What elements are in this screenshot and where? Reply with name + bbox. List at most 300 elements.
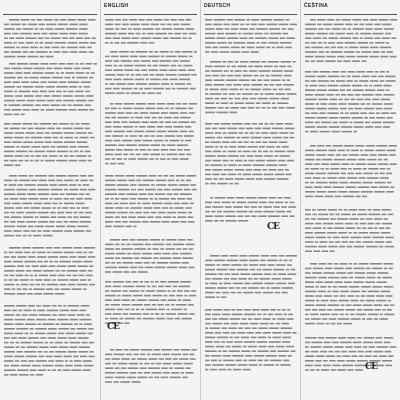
greeked-word — [347, 337, 355, 339]
greeked-word — [31, 19, 35, 21]
greeked-word — [180, 193, 192, 195]
greeked-word — [233, 369, 242, 371]
greeked-word — [130, 184, 137, 186]
greeked-word — [210, 183, 216, 185]
greeked-word — [129, 203, 136, 205]
greeked-word — [283, 84, 294, 86]
greeked-word — [220, 89, 228, 91]
greeked-word — [78, 265, 88, 267]
greeked-word — [166, 239, 176, 241]
greeked-word — [288, 206, 296, 208]
greeked-word — [379, 186, 389, 188]
greeked-word — [157, 262, 168, 264]
greeked-word — [168, 184, 178, 186]
greeked-word — [359, 80, 368, 82]
greeked-word — [346, 80, 353, 82]
greeked-word — [379, 227, 384, 229]
greeked-word — [77, 328, 87, 330]
greeked-word — [87, 47, 91, 49]
greeked-word — [171, 372, 179, 374]
greeked-word — [183, 103, 188, 105]
greeked-word — [51, 37, 61, 39]
greeked-word — [9, 247, 21, 249]
greeked-word — [272, 70, 283, 72]
greeked-word — [53, 141, 63, 143]
greeked-word — [374, 28, 382, 30]
greeked-word — [382, 209, 391, 211]
greeked-word — [115, 28, 119, 30]
greeked-word — [115, 257, 120, 259]
greeked-word — [337, 56, 345, 58]
greeked-word — [191, 74, 196, 76]
greeked-word — [112, 363, 116, 365]
greeked-word — [59, 155, 63, 157]
greeked-word — [76, 77, 87, 79]
greeked-word — [70, 146, 77, 148]
greeked-word — [340, 291, 349, 293]
greeked-word — [122, 304, 131, 306]
greeked-word — [36, 100, 45, 102]
greeked-word — [263, 128, 271, 130]
greeked-word — [315, 196, 324, 198]
greeked-word — [317, 19, 326, 21]
greeked-word — [365, 122, 370, 124]
greeked-word — [316, 304, 326, 306]
greeked-word — [347, 159, 357, 161]
greeked-word — [4, 77, 16, 79]
greeked-word — [80, 221, 92, 223]
greeked-word — [80, 279, 87, 281]
greeked-word — [18, 184, 23, 186]
greeked-word — [24, 72, 31, 74]
greeked-word — [21, 342, 32, 344]
greeked-word — [349, 286, 360, 288]
greeked-word — [167, 24, 172, 26]
greeked-word — [369, 42, 373, 44]
greeked-word — [332, 71, 339, 73]
greeked-word — [57, 146, 68, 148]
greeked-word — [243, 84, 251, 86]
greeked-word — [42, 323, 54, 325]
greeked-word — [174, 126, 184, 128]
greeked-word — [318, 80, 329, 82]
greeked-word — [325, 168, 329, 170]
page-header — [104, 2, 197, 15]
greeked-word — [225, 215, 236, 217]
greeked-word — [69, 189, 78, 191]
greeked-word — [223, 24, 229, 26]
greeked-word — [311, 42, 317, 44]
greeked-word — [260, 287, 265, 289]
greeked-word — [285, 169, 289, 171]
greeked-word — [105, 309, 115, 311]
greeked-word — [221, 102, 229, 104]
greeked-word — [339, 99, 343, 101]
greeked-word — [205, 128, 211, 130]
greeked-word — [227, 197, 234, 199]
greeked-word — [217, 33, 224, 35]
greeked-word — [231, 28, 239, 30]
greeked-word — [354, 24, 358, 26]
greeked-word — [210, 93, 222, 95]
greeked-word — [338, 286, 347, 288]
greeked-word — [317, 24, 321, 26]
greeked-word — [244, 283, 250, 285]
greeked-word — [53, 137, 58, 139]
greeked-word — [68, 91, 74, 93]
greeked-word — [176, 248, 181, 250]
greeked-word — [171, 198, 176, 200]
greeked-word — [105, 158, 110, 160]
greeked-word — [305, 80, 310, 82]
greeked-word — [205, 332, 213, 334]
greeked-word — [252, 283, 263, 285]
greeked-word — [223, 211, 235, 213]
greeked-word — [52, 252, 62, 254]
greeked-word — [260, 75, 264, 77]
greeked-word — [58, 337, 67, 339]
greeked-word — [131, 117, 134, 119]
greeked-word — [357, 42, 368, 44]
greeked-word — [147, 33, 154, 35]
greeked-word — [115, 103, 122, 105]
greeked-word — [271, 287, 280, 289]
greeked-word — [4, 342, 8, 344]
greeked-word — [38, 193, 50, 195]
greeked-word — [316, 300, 319, 302]
greeked-word — [327, 309, 332, 311]
greeked-word — [4, 86, 15, 88]
greeked-word — [356, 163, 366, 165]
greeked-word — [305, 365, 313, 367]
greeked-word — [105, 226, 112, 228]
greeked-word — [386, 227, 391, 229]
greeked-word — [221, 255, 228, 257]
greeked-word — [320, 351, 327, 353]
greeked-word — [284, 314, 287, 316]
greeked-word — [22, 247, 31, 249]
greeked-word — [236, 137, 240, 139]
greeked-word — [110, 239, 120, 241]
greeked-word — [221, 123, 231, 125]
greeked-word — [264, 174, 274, 176]
greeked-word — [32, 72, 43, 74]
greeked-word — [286, 269, 290, 271]
greeked-word — [57, 279, 68, 281]
greeked-word — [232, 346, 242, 348]
greeked-word — [126, 131, 132, 133]
greeked-word — [166, 56, 177, 58]
greeked-word — [225, 220, 236, 222]
greeked-word — [205, 183, 209, 185]
greeked-word — [4, 81, 11, 83]
greeked-word — [105, 257, 114, 259]
greeked-word — [384, 28, 394, 30]
greeked-word — [236, 287, 241, 289]
greeked-word — [79, 346, 90, 348]
greeked-word — [64, 68, 73, 70]
greeked-word — [287, 93, 297, 95]
greeked-word — [305, 89, 315, 91]
greeked-word — [205, 75, 211, 77]
greeked-word — [181, 24, 191, 26]
greeked-word — [151, 24, 160, 26]
greeked-word — [70, 155, 75, 157]
greeked-word — [155, 193, 165, 195]
greeked-word — [121, 88, 132, 90]
greeked-word — [273, 273, 277, 275]
greeked-word — [113, 381, 119, 383]
greeked-word — [176, 103, 181, 105]
greeked-word — [40, 77, 50, 79]
greeked-word — [269, 327, 279, 329]
greeked-word — [331, 47, 336, 49]
greeked-word — [214, 202, 221, 204]
greeked-word — [153, 244, 165, 246]
greeked-word — [205, 123, 213, 125]
greeked-word — [128, 180, 135, 182]
greeked-word — [209, 89, 218, 91]
greeked-word — [144, 207, 153, 209]
greeked-word — [20, 198, 27, 200]
greeked-word — [110, 349, 114, 351]
greeked-word — [262, 102, 271, 104]
greeked-word — [59, 33, 68, 35]
greeked-word — [357, 99, 364, 101]
greeked-word — [317, 145, 324, 147]
greeked-word — [262, 141, 267, 143]
greeked-word — [105, 363, 111, 365]
greeked-word — [217, 112, 229, 114]
greeked-word — [231, 309, 235, 311]
greeked-word — [279, 155, 290, 157]
greeked-word — [105, 248, 114, 250]
greeked-word — [52, 230, 63, 232]
greeked-word — [74, 95, 84, 97]
greeked-word — [52, 207, 55, 209]
greeked-word — [205, 66, 213, 68]
greeked-word — [105, 126, 112, 128]
greeked-word — [310, 145, 316, 147]
greeked-word — [184, 189, 190, 191]
greeked-word — [226, 79, 238, 81]
greeked-word — [276, 123, 284, 125]
greeked-word — [131, 299, 135, 301]
greeked-word — [239, 132, 243, 134]
greeked-word — [338, 232, 347, 234]
greeked-word — [305, 272, 311, 274]
greeked-word — [326, 355, 335, 357]
greeked-word — [334, 227, 344, 229]
greeked-word — [122, 140, 132, 142]
greeked-word — [34, 68, 45, 70]
greeked-word — [64, 141, 75, 143]
greeked-word — [250, 98, 256, 100]
greeked-word — [205, 164, 209, 166]
greeked-word — [212, 323, 222, 325]
greeked-word — [379, 318, 388, 320]
greeked-word — [315, 56, 325, 58]
greeked-word — [158, 117, 163, 119]
greeked-word — [163, 363, 172, 365]
greeked-word — [105, 144, 117, 146]
greeked-word — [18, 256, 27, 258]
greeked-word — [42, 305, 50, 307]
greeked-word — [320, 286, 326, 288]
greeked-word — [283, 137, 288, 139]
greeked-word — [138, 271, 148, 273]
greeked-word — [340, 37, 352, 39]
greeked-word — [154, 51, 158, 53]
greeked-word — [115, 19, 121, 21]
greeked-word — [4, 91, 13, 93]
greeked-word — [166, 248, 176, 250]
greeked-word — [311, 318, 321, 320]
greeked-word — [330, 163, 340, 165]
greeked-word — [32, 247, 44, 249]
manual-page-1 — [0, 0, 100, 400]
greeked-word — [272, 332, 282, 334]
greeked-word — [166, 313, 176, 315]
greeked-word — [351, 291, 360, 293]
greeked-word — [215, 132, 222, 134]
greeked-word — [170, 149, 176, 151]
greeked-word — [137, 299, 147, 301]
greeked-word — [23, 216, 34, 218]
greeked-word — [248, 278, 252, 280]
greeked-word — [373, 355, 378, 357]
page-body-text — [3, 19, 97, 399]
greeked-word — [69, 256, 76, 258]
greeked-word — [167, 103, 175, 105]
greeked-word — [336, 154, 341, 156]
greeked-word — [244, 160, 247, 162]
greeked-word — [316, 182, 328, 184]
greeked-word — [276, 93, 286, 95]
greeked-word — [316, 323, 324, 325]
greeked-word — [160, 257, 172, 259]
greeked-word — [365, 281, 375, 283]
greeked-word — [237, 269, 248, 271]
greeked-word — [15, 360, 19, 362]
greeked-word — [113, 126, 122, 128]
greeked-word — [191, 290, 196, 292]
greeked-word — [143, 313, 149, 315]
greeked-word — [367, 159, 377, 161]
greeked-word — [275, 314, 282, 316]
greeked-word — [156, 135, 163, 137]
greeked-word — [72, 77, 75, 79]
greeked-word — [183, 33, 188, 35]
greeked-word — [340, 342, 351, 344]
greeked-word — [246, 128, 253, 130]
greeked-word — [238, 146, 246, 148]
greeked-word — [339, 246, 345, 248]
greeked-word — [40, 198, 48, 200]
greeked-word — [175, 318, 181, 320]
greeked-word — [369, 117, 375, 119]
greeked-word — [349, 263, 352, 265]
greeked-word — [46, 68, 52, 70]
greeked-word — [243, 360, 247, 362]
greeked-word — [349, 277, 354, 279]
greeked-word — [154, 140, 164, 142]
greeked-word — [231, 332, 236, 334]
greeked-word — [375, 241, 385, 243]
greeked-word — [216, 346, 224, 348]
greeked-word — [213, 178, 217, 180]
greeked-word — [257, 269, 262, 271]
greeked-word — [352, 76, 360, 78]
greeked-word — [240, 155, 245, 157]
greeked-word — [348, 168, 351, 170]
greeked-word — [47, 100, 55, 102]
greeked-word — [151, 281, 154, 283]
greeked-word — [348, 173, 355, 175]
greeked-word — [66, 212, 73, 214]
greeked-word — [287, 318, 294, 320]
greeked-word — [349, 154, 359, 156]
greeked-word — [82, 369, 90, 371]
greeked-word — [55, 351, 66, 353]
greeked-word — [39, 356, 45, 358]
greeked-text-lines — [204, 19, 297, 399]
greeked-word — [30, 369, 37, 371]
greeked-word — [39, 314, 51, 316]
greeked-word — [74, 128, 83, 130]
greeked-word — [82, 68, 91, 70]
greeked-word — [305, 227, 311, 229]
greeked-word — [255, 155, 263, 157]
greeked-word — [65, 365, 73, 367]
greeked-word — [338, 209, 342, 211]
greeked-word — [205, 215, 213, 217]
greeked-word — [365, 355, 372, 357]
greeked-word — [363, 241, 374, 243]
greeked-word — [310, 314, 319, 316]
greeked-word — [156, 184, 166, 186]
greeked-word — [282, 309, 286, 311]
greeked-word — [268, 346, 275, 348]
greeked-word — [354, 246, 365, 248]
greeked-word — [222, 202, 231, 204]
greeked-word — [150, 74, 154, 76]
greeked-word — [156, 363, 161, 365]
greeked-word — [23, 109, 30, 111]
greeked-word — [205, 296, 215, 298]
greeked-word — [323, 365, 331, 367]
page-body-text — [304, 19, 397, 399]
greeked-word — [146, 290, 155, 292]
greeked-word — [359, 355, 363, 357]
greeked-word — [227, 37, 238, 39]
greeked-word — [240, 273, 250, 275]
greeked-word — [344, 145, 354, 147]
greeked-word — [42, 146, 49, 148]
greeked-word — [131, 92, 140, 94]
greeked-word — [260, 278, 271, 280]
greeked-word — [4, 189, 15, 191]
greeked-word — [56, 221, 62, 223]
greeked-word — [70, 319, 78, 321]
greeked-word — [346, 186, 357, 188]
greeked-word — [366, 246, 378, 248]
greeked-word — [129, 313, 141, 315]
greeked-word — [64, 77, 70, 79]
greeked-word — [280, 37, 285, 39]
greeked-word — [69, 360, 72, 362]
greeked-word — [305, 342, 310, 344]
